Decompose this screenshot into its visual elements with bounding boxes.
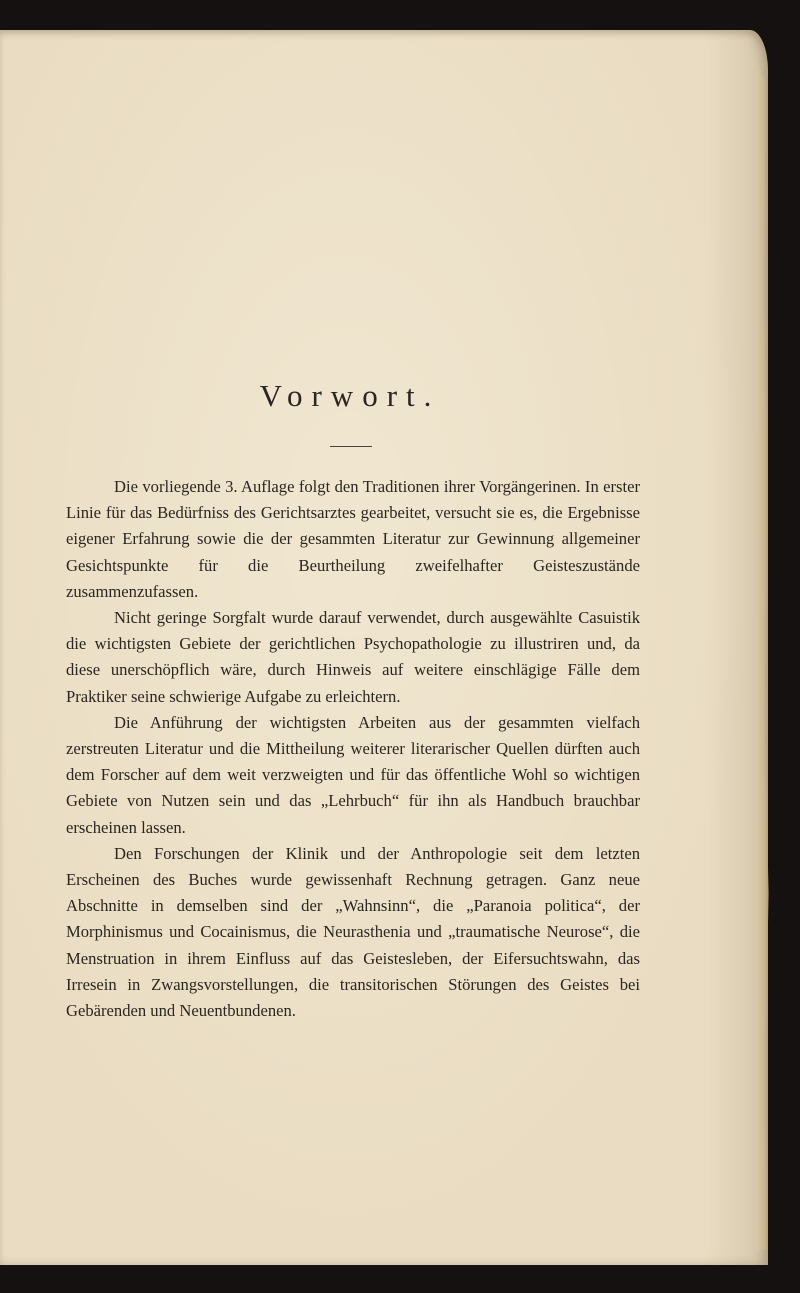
paragraph-2: Nicht geringe Sorgfalt wurde darauf verwendet, durch ausgewählte Casuistik die wichtigsten Gebiete der gerichtlichen Psychopathologie zu illustriren und, da diese unerschöpflich wäre, durch Hinweis auf weitere einschlägige Fälle dem Praktiker seine schwierige Aufgabe zu erleichtern. <box>66 608 640 706</box>
preface-body <box>66 474 640 1024</box>
paragraph-3: Die Anführung der wichtigsten Arbeiten aus der gesammten vielfach zerstreuten Literatur und die Mittheilung weiterer literarischer Quellen dürften auch dem Forscher auf dem weit verzweigten und für das öffentliche Wohl so wichtigen Gebiete von Nutzen sein und das „Lehrbuch“ für ihn als Handbuch brauchbar erscheinen lassen. <box>66 712 640 837</box>
paragraph-4: Den Forschungen der Klinik und der Anthropologie seit dem letzten Erscheinen des Buches wurde gewissenhaft Rechnung getragen. Ganz neue Abschnitte in demselben sind der „Wahnsinn“, die „Paranoia politica“, der Morphinismus und Cocainismus, die Neurasthenia und „traumatische Neurose“, die Menstruation in ihrem Einfluss auf das Geistesleben, der Eifersuchtswahn, das Irresein in Zwangsvorstellungen, die transitorischen Störungen des Geistes bei Gebärenden und Neuentbundenen. <box>66 843 640 1021</box>
page-title: Vorwort. <box>259 378 441 413</box>
title-rule <box>330 446 372 447</box>
paragraph-1: Die vorliegende 3. Auflage folgt den Traditionen ihrer Vorgängerinen. In erster Linie für das Bedürfniss des Gerichtsarztes gearbeitet, versucht sie es, die Ergebnisse eigener Erfahrung sowie die der gesammten Literatur zur Gewinnung allgemeiner Gesichtspunkte für die Beurtheilung zweifelhafter Geisteszustände zusammenzufassen. <box>66 477 640 601</box>
